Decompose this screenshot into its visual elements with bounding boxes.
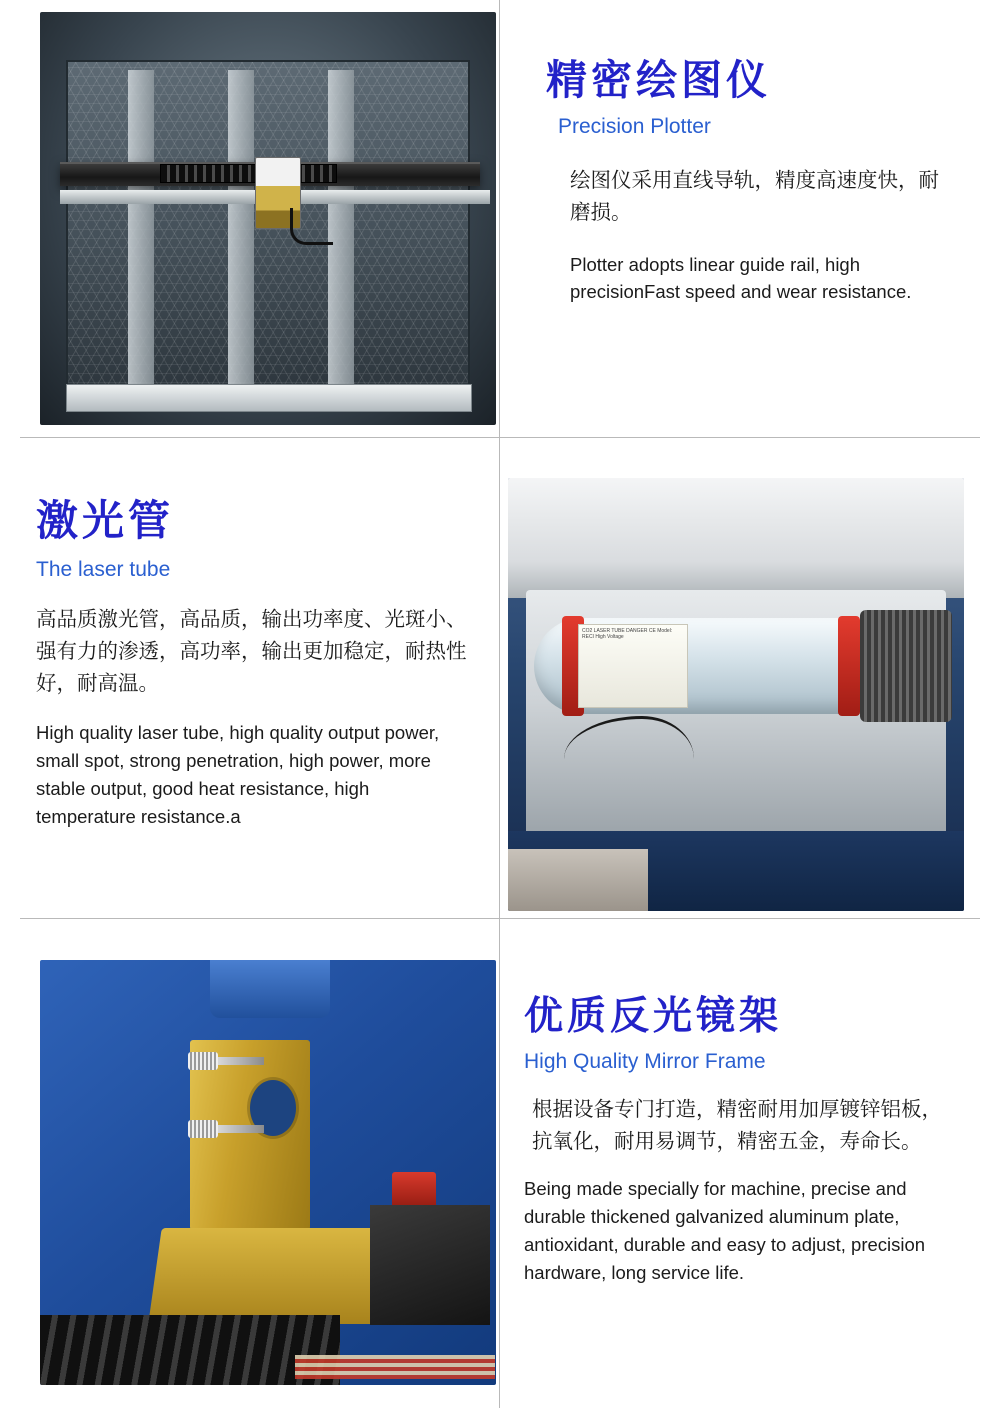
section-precision-plotter xyxy=(0,0,1000,437)
floor-area xyxy=(508,849,648,911)
bed-strip xyxy=(128,70,154,384)
column-divider xyxy=(499,438,500,918)
tube-en-title: The laser tube xyxy=(36,558,171,582)
adjust-rod xyxy=(218,1125,264,1133)
tube-text-block xyxy=(36,498,486,830)
bed-strip xyxy=(228,70,254,384)
tube-cn-body: 高品质激光管，高品质，输出功率度、光斑小、强有力的渗透，高功率，输出更加稳定，耐热性好，耐高温。 xyxy=(36,608,467,695)
plotter-photo xyxy=(40,12,496,425)
cabinet-lid xyxy=(508,478,964,598)
mount-base-plate xyxy=(148,1228,391,1324)
tube-en-body: High quality laser tube, high quality output power, small spot, strong penetration, high power, more stable output, good heat resistance, high temperature resistance.a xyxy=(36,722,440,827)
mirror-cn-title: 优质反光镜架 xyxy=(524,993,783,1039)
mount-top-housing xyxy=(210,960,330,1018)
laser-tube-photo xyxy=(508,478,964,911)
plotter-image-cell xyxy=(0,0,470,437)
plotter-en-title: Precision Plotter xyxy=(558,115,711,139)
adjust-screw xyxy=(188,1120,218,1138)
red-component xyxy=(392,1172,436,1208)
mirror-en-title: High Quality Mirror Frame xyxy=(524,1049,766,1073)
head-cable xyxy=(290,208,333,245)
adjust-rod xyxy=(218,1057,264,1065)
tube-end-cap xyxy=(860,610,952,722)
mirror-en-body: Being made specially for machine, precise and durable thickened galvanized aluminum plate, antioxidant, durable and easy to adjust, precision hardware, long service life. xyxy=(524,1178,926,1283)
drag-chain xyxy=(160,164,337,183)
front-rail xyxy=(66,384,472,412)
tube-mount-band xyxy=(838,616,860,716)
wire-bundle xyxy=(295,1355,495,1379)
plotter-en-body: Plotter adopts linear guide rail, high precisionFast speed and wear resistance. xyxy=(570,253,912,303)
black-module xyxy=(370,1205,490,1325)
mirror-frame-photo xyxy=(40,960,496,1385)
plotter-cn-title: 精密绘图仪 xyxy=(546,56,771,104)
mirror-text-block xyxy=(524,995,974,1286)
tube-warning-label: CO2 LASER TUBE DANGER CE Model: RECI High Voltage xyxy=(578,624,688,708)
plotter-text-block xyxy=(546,58,966,306)
tube-cn-title: 激光管 xyxy=(36,496,175,545)
plotter-cn-body: 绘图仪采用直线导轨，精度高速度快，耐磨损。 xyxy=(570,169,939,224)
mirror-cn-body: 根据设备专门打造，精密耐用加厚镀锌铝板，抗氧化，耐用易调节，精密五金，寿命长。 xyxy=(532,1097,942,1153)
adjust-screw xyxy=(188,1052,218,1070)
